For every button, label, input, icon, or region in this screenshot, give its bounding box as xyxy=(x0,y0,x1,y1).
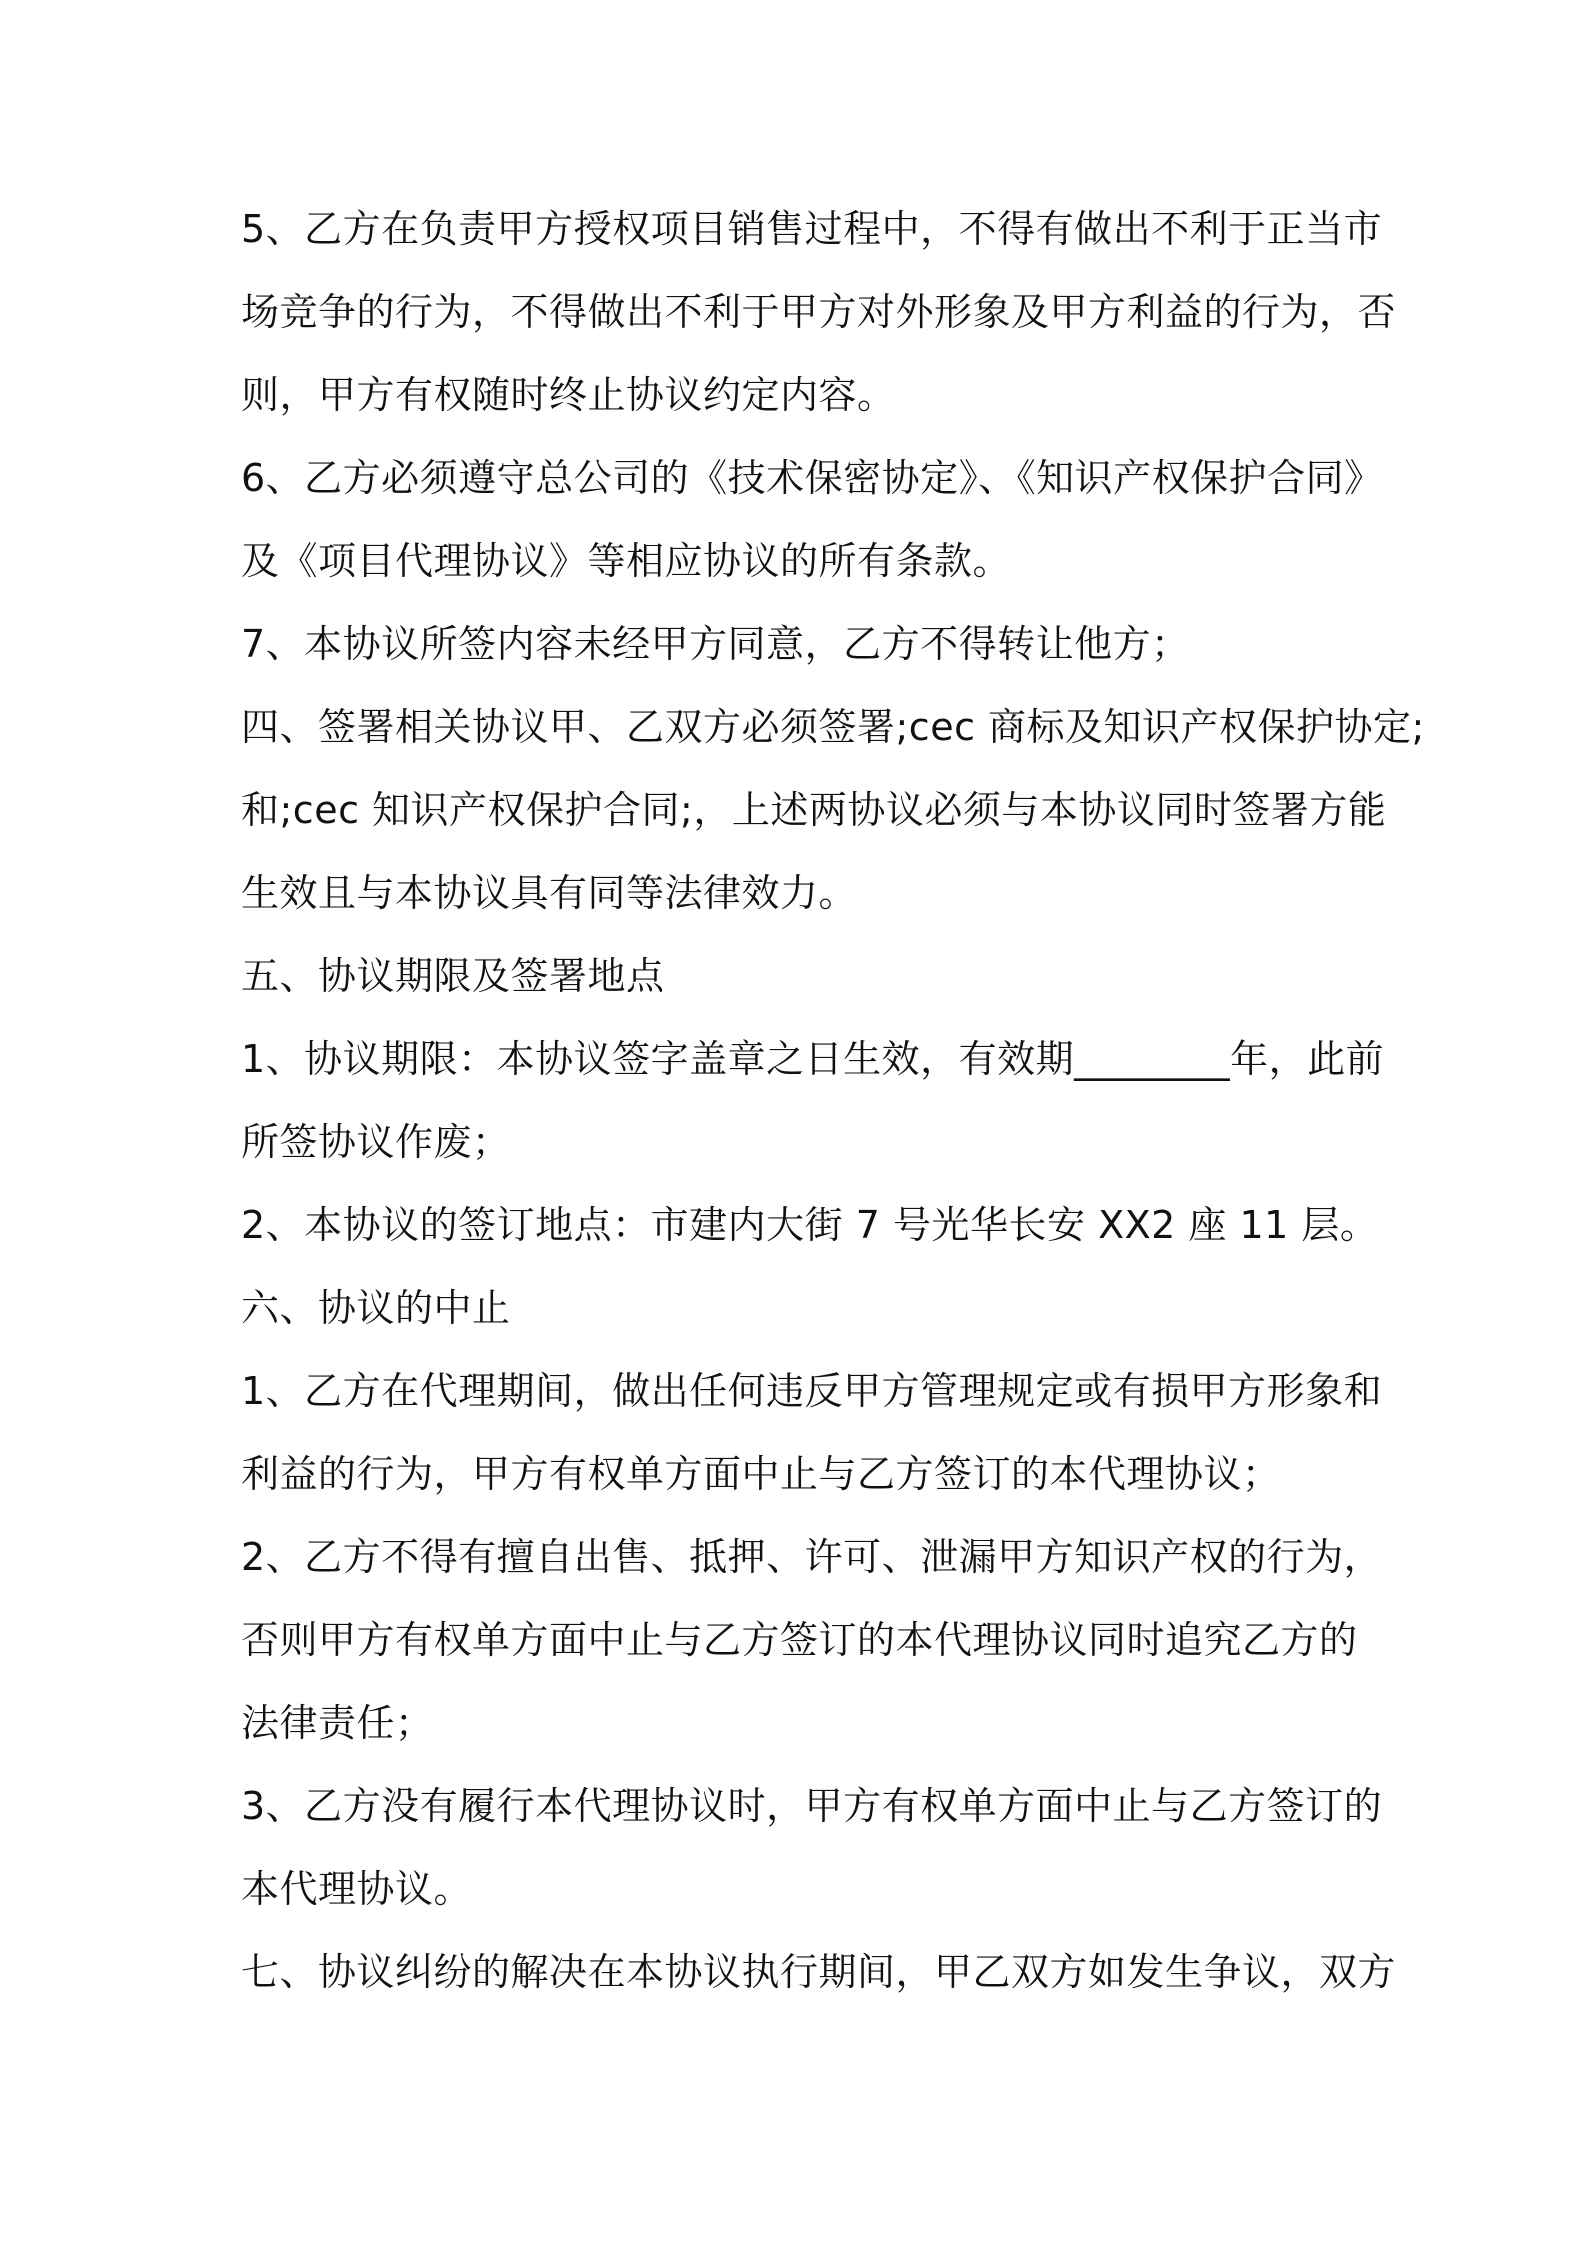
section-6-item-1-line-2: 利益的行为，甲方有权单方面中止与乙方签订的本代理协议； xyxy=(241,1452,1281,1496)
clause-5-line-3: 则，甲方有权随时终止协议约定内容。 xyxy=(241,373,896,417)
section-4-line-1: 四、签署相关协议甲、乙双方必须签署;cec 商标及知识产权保护协定; xyxy=(241,705,1425,749)
clause-7-line-1: 7、本协议所签内容未经甲方同意，乙方不得转让他方； xyxy=(241,622,1190,666)
section-6-heading: 六、协议的中止 xyxy=(241,1286,511,1330)
clause-6-line-2: 及《项目代理协议》等相应协议的所有条款。 xyxy=(241,539,1012,583)
section-5-heading: 五、协议期限及签署地点 xyxy=(241,954,665,998)
clause-6-line-1: 6、乙方必须遵守总公司的《技术保密协定》、《知识产权保护合同》 xyxy=(241,456,1383,500)
section-5-item-2: 2、本协议的签订地点：市建内大街 7 号光华长安 XX2 座 11 层。 xyxy=(241,1203,1379,1247)
section-6-item-2-line-1: 2、乙方不得有擅自出售、抵押、许可、泄漏甲方知识产权的行为， xyxy=(241,1535,1383,1579)
section-7-line-1: 七、协议纠纷的解决在本协议执行期间，甲乙双方如发生争议，双方 xyxy=(241,1950,1397,1994)
section-6-item-3-line-2: 本代理协议。 xyxy=(241,1867,473,1911)
section-5-item-1-line-2: 所签协议作废； xyxy=(241,1120,511,1164)
section-4-line-2: 和;cec 知识产权保护合同;，上述两协议必须与本协议同时签署方能 xyxy=(241,788,1387,832)
section-4-line-3: 生效且与本协议具有同等法律效力。 xyxy=(241,871,858,915)
section-6-item-2-line-3: 法律责任； xyxy=(241,1701,434,1745)
clause-5-line-1: 5、乙方在负责甲方授权项目销售过程中，不得有做出不利于正当市 xyxy=(241,207,1383,251)
section-6-item-3-line-1: 3、乙方没有履行本代理协议时，甲方有权单方面中止与乙方签订的 xyxy=(241,1784,1383,1828)
clause-5-line-2: 场竞争的行为，不得做出不利于甲方对外形象及甲方利益的行为，否 xyxy=(241,290,1397,334)
section-6-item-2-line-2: 否则甲方有权单方面中止与乙方签订的本代理协议同时追究乙方的 xyxy=(241,1618,1358,1662)
section-6-item-1-line-1: 1、乙方在代理期间，做出任何违反甲方管理规定或有损甲方形象和 xyxy=(241,1369,1383,1413)
section-5-item-1-line-1: 1、协议期限：本协议签字盖章之日生效，有效期________年，此前 xyxy=(241,1037,1385,1081)
